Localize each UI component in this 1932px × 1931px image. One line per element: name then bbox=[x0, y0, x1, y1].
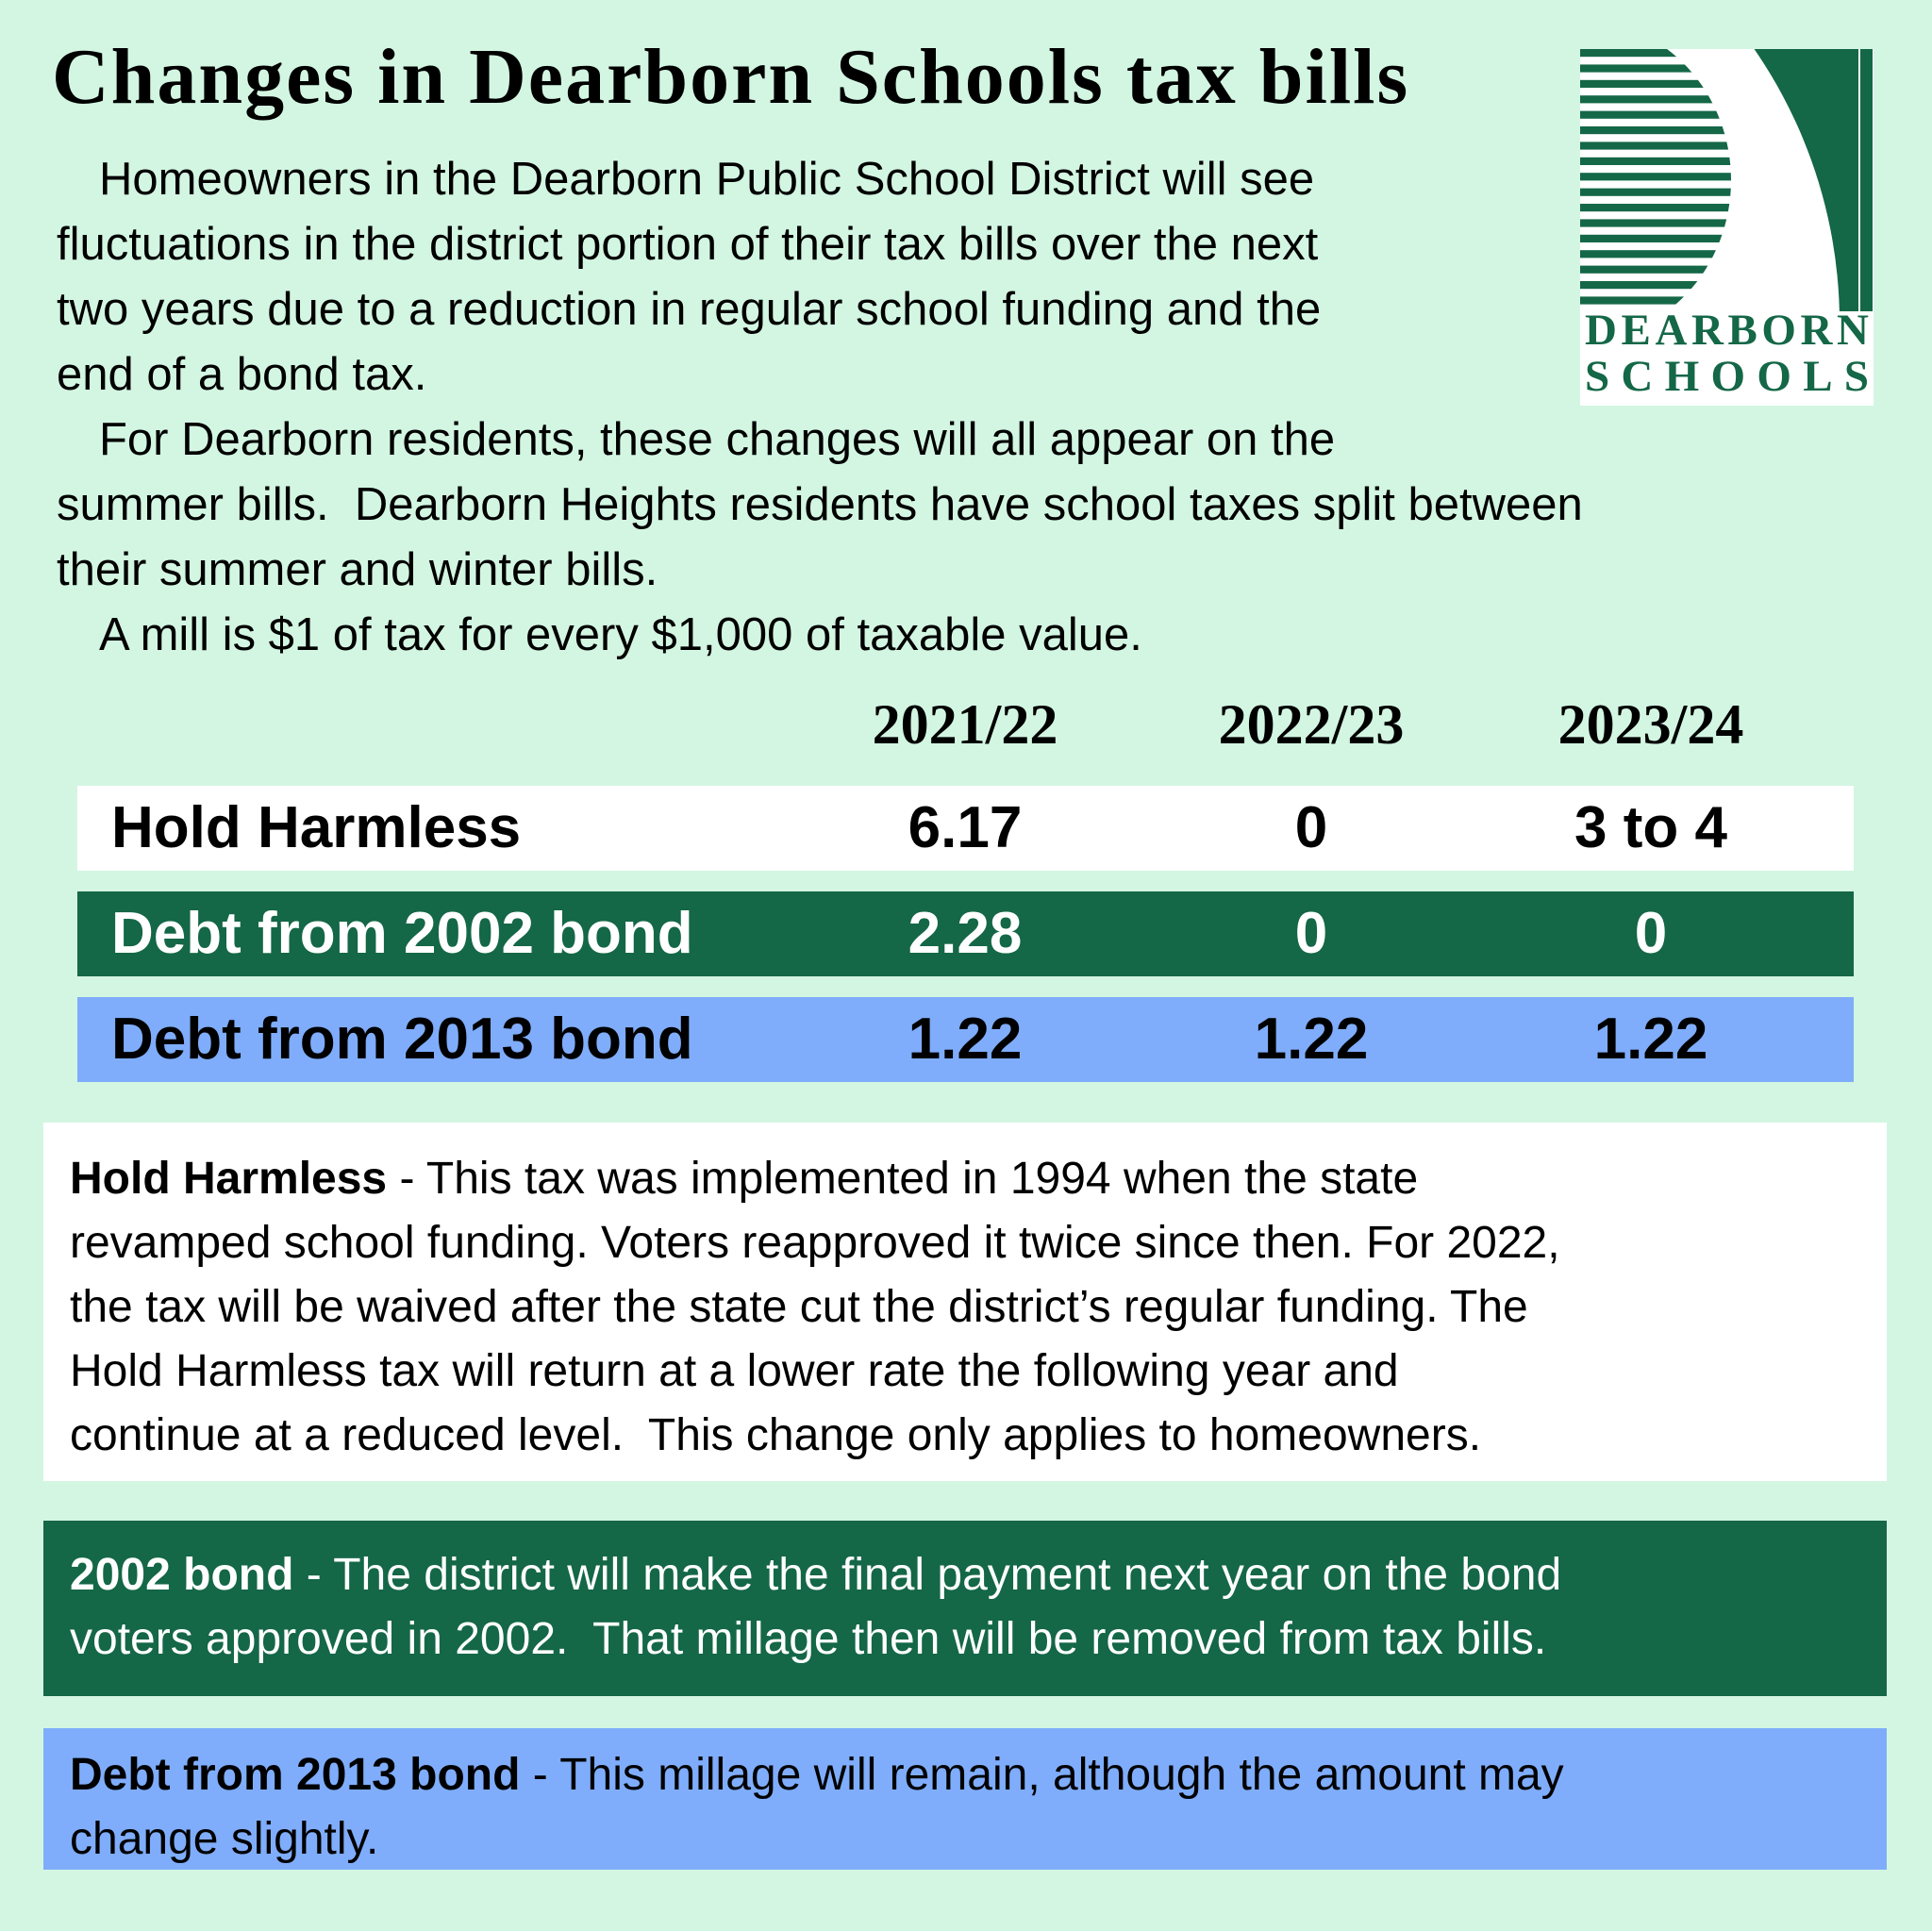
row-label: Debt from 2002 bond bbox=[111, 901, 693, 966]
intro-line: Homeowners in the Dearborn Public School District will see bbox=[99, 154, 1315, 205]
table-column-header-2023-24: 2023/24 bbox=[1557, 693, 1744, 756]
intro-paragraphs bbox=[57, 147, 1583, 668]
intro-line: fluctuations in the district portion of their tax bills over the next bbox=[57, 219, 1319, 270]
row-label: Debt from 2013 bond bbox=[111, 1007, 693, 1072]
explanation-text: - The district will make the final payment next year on the bond bbox=[293, 1550, 1562, 1600]
intro-line: For Dearborn residents, these changes will all appear on the bbox=[99, 414, 1336, 465]
intro-line: A mill is $1 of tax for every $1,000 of taxable value. bbox=[99, 609, 1142, 660]
table-column-header-2021-22: 2021/22 bbox=[872, 693, 1058, 756]
explanation-line: Hold Harmless tax will return at a lower rate the following year and bbox=[70, 1346, 1399, 1396]
cell-value: 2.28 bbox=[908, 901, 1023, 966]
explanation-text: - This tax was implemented in 1994 when the state bbox=[387, 1154, 1419, 1204]
cell-value: 6.17 bbox=[908, 795, 1023, 860]
page-title: Changes in Dearborn Schools tax bills bbox=[52, 33, 1410, 121]
cell-value: 0 bbox=[1294, 901, 1328, 966]
bond-2002-explanation-box bbox=[43, 1521, 1887, 1696]
cell-value: 0 bbox=[1634, 901, 1668, 966]
intro-line: summer bills. Dearborn Heights residents have school taxes split between bbox=[57, 479, 1583, 530]
explanation-line: revamped school funding. Voters reapproved it twice since then. For 2022, bbox=[70, 1218, 1560, 1268]
intro-line: end of a bond tax. bbox=[57, 349, 427, 400]
explanation-text: - This millage will remain, although the amount may bbox=[520, 1750, 1564, 1800]
cell-value: 0 bbox=[1294, 795, 1328, 860]
explanation-line bbox=[70, 1147, 1887, 1211]
table-row-hold-harmless bbox=[77, 786, 1854, 871]
table-column-header-2022-23: 2022/23 bbox=[1218, 693, 1405, 756]
intro-line: two years due to a reduction in regular school funding and the bbox=[57, 284, 1322, 335]
explanation-line: continue at a reduced level. This change only applies to homeowners. bbox=[70, 1410, 1482, 1460]
hold-harmless-explanation-box bbox=[43, 1123, 1887, 1481]
term-label: Debt from 2013 bond bbox=[70, 1750, 521, 1800]
bond-2013-explanation-box bbox=[43, 1728, 1887, 1870]
explanation-line: the tax will be waived after the state cut the district’s regular funding. The bbox=[70, 1282, 1528, 1332]
logo-word-dearborn: DEARBORN bbox=[1585, 306, 1869, 355]
explanation-line bbox=[70, 1743, 1887, 1807]
dearborn-schools-logo bbox=[1580, 49, 1874, 406]
term-label: Hold Harmless bbox=[70, 1154, 388, 1204]
cell-value: 1.22 bbox=[908, 1007, 1023, 1072]
table-row-debt-2013-bond bbox=[77, 997, 1854, 1082]
cell-value: 1.22 bbox=[1593, 1007, 1708, 1072]
cell-value: 3 to 4 bbox=[1574, 795, 1727, 860]
explanation-line bbox=[70, 1543, 1887, 1607]
term-label: 2002 bond bbox=[70, 1550, 294, 1600]
explanation-line: voters approved in 2002. That millage then will be removed from tax bills. bbox=[70, 1614, 1547, 1664]
logo-word-schools: SCHOOLS bbox=[1585, 352, 1869, 401]
row-label: Hold Harmless bbox=[111, 795, 522, 860]
table-row-debt-2002-bond bbox=[77, 891, 1854, 976]
intro-line: their summer and winter bills. bbox=[57, 544, 658, 595]
explanation-line: change slightly. bbox=[70, 1814, 379, 1864]
cell-value: 1.22 bbox=[1254, 1007, 1369, 1072]
